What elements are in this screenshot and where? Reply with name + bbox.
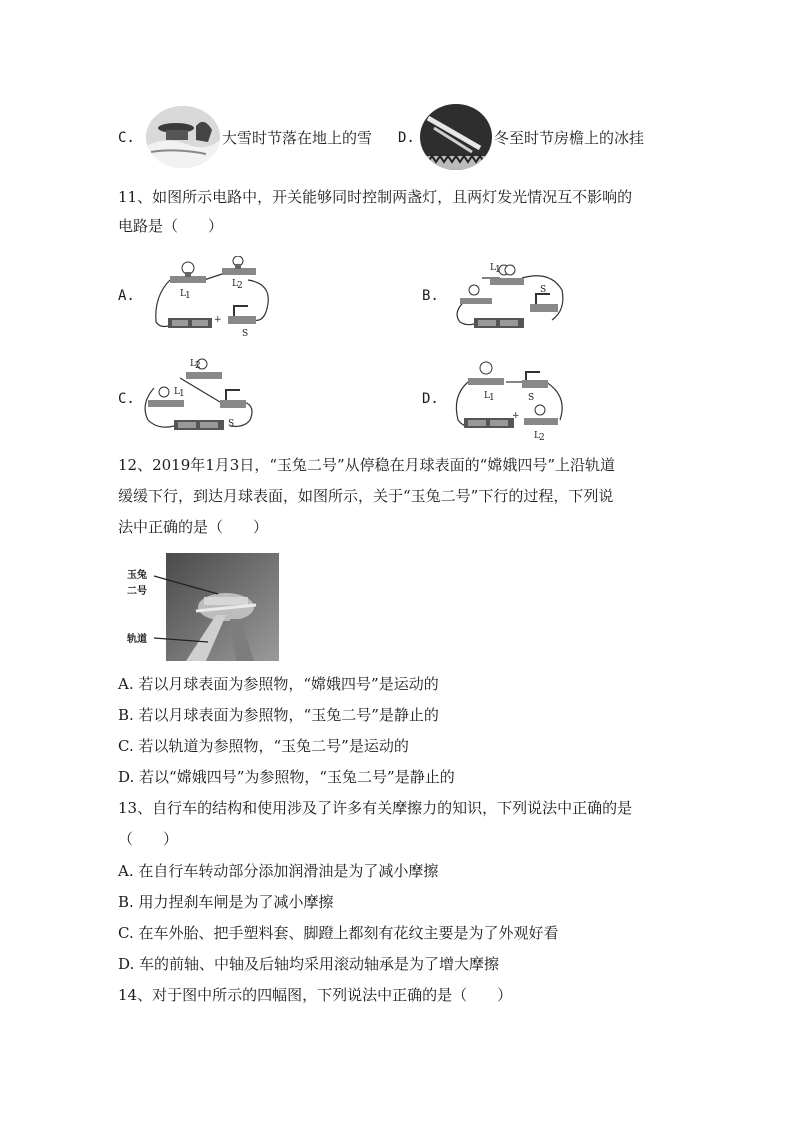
track-label: 轨道 — [127, 634, 147, 645]
circuit-a-l2-sub: 2 — [237, 281, 243, 291]
circuit-d-l2: L — [534, 431, 540, 441]
circuit-a-l1: L — [180, 289, 186, 299]
q12-stem-line3: 法中正确的是（ ） — [118, 518, 269, 536]
q10-option-d-text: 冬至时节房檐上的冰挂 — [494, 129, 645, 147]
circuit-a — [150, 256, 280, 348]
circuit-a-plus: + — [214, 315, 222, 325]
q14-stem-line1: 14、对于图中所示的四幅图，下列说法中正确的是（ ） — [118, 986, 513, 1004]
q11-option-a-label: A. — [118, 288, 135, 304]
q12-option-d: D. 若以“嫦娥四号”为参照物，“玉兔二号”是静止的 — [118, 768, 455, 786]
q10-option-c-label: C. — [118, 130, 135, 146]
circuit-b-switch-label: S — [540, 285, 547, 295]
q12-stem-line2: 缓缓下行，到达月球表面，如图所示，关于“玉兔二号”下行的过程，下列说 — [118, 487, 614, 505]
icicle-photo — [420, 104, 492, 170]
circuit-b-l1: L — [490, 263, 496, 273]
q10-option-d-label: D. — [398, 130, 415, 146]
snow-photo-image — [146, 106, 220, 168]
circuit-c-diagram — [140, 356, 266, 436]
circuit-d-switch-label: S — [528, 393, 535, 403]
photo-leader-lines — [150, 560, 230, 650]
yutu-label-line2: 二号 — [127, 586, 147, 597]
circuit-c-l2: L — [190, 359, 196, 369]
circuit-c — [140, 356, 266, 440]
q12-option-b: B. 若以月球表面为参照物，“玉兔二号”是静止的 — [118, 706, 439, 724]
circuit-b-diagram — [452, 260, 572, 336]
circuit-d-l2-sub: 2 — [539, 433, 545, 443]
q13-stem-line2: （ ） — [118, 830, 179, 848]
q13-option-b: B. 用力捏刹车闸是为了减小摩擦 — [118, 893, 334, 911]
q11-stem-line2: 电路是（ ） — [118, 217, 224, 235]
icicle-photo-image — [420, 104, 492, 170]
q13-option-c: C. 在车外胎、把手塑料套、脚蹬上都刻有花纹主要是为了外观好看 — [118, 924, 559, 942]
q13-option-a: A. 在自行车转动部分添加润滑油是为了减小摩擦 — [118, 862, 439, 880]
q12-stem-line1: 12、2019年1月3日，“玉兔二号”从停稳在月球表面的“嫦娥四号”上沿轨道 — [118, 456, 616, 474]
circuit-c-l1: L — [174, 387, 180, 397]
circuit-b-l1-sub: 1 — [495, 265, 501, 275]
q11-option-b-label: B. — [422, 288, 439, 304]
yutu-label-line1: 玉兔 — [127, 570, 147, 581]
q11-stem-line1: 11、如图所示电路中，开关能够同时控制两盏灯，且两灯发光情况互不影响的 — [118, 188, 633, 206]
circuit-b — [452, 260, 572, 340]
circuit-a-l2: L — [232, 279, 238, 289]
q11-option-d-label: D. — [422, 391, 439, 407]
circuit-d-l1-sub: 1 — [489, 393, 495, 403]
q13-option-d: D. 车的前轴、中轴及后轴均采用滚动轴承是为了增大摩擦 — [118, 955, 500, 973]
circuit-c-l1-sub: 1 — [179, 389, 185, 399]
snow-photo — [146, 106, 220, 168]
q12-option-c: C. 若以轨道为参照物，“玉兔二号”是运动的 — [118, 737, 409, 755]
circuit-c-switch-label: S — [228, 419, 235, 429]
q13-stem-line1: 13、自行车的结构和使用涉及了许多有关摩擦力的知识，下列说法中正确的是 — [118, 799, 633, 817]
circuit-a-l1-sub: 1 — [185, 291, 191, 301]
circuit-c-l2-sub: 2 — [195, 361, 201, 371]
circuit-d-plus: + — [512, 411, 520, 421]
q10-option-c-text: 大雪时节落在地上的雪 — [222, 129, 373, 147]
circuit-a-switch-label: S — [242, 329, 249, 339]
circuit-d-diagram — [450, 356, 570, 444]
circuit-d — [450, 356, 570, 448]
q12-option-a: A. 若以月球表面为参照物，“嫦娥四号”是运动的 — [118, 675, 439, 693]
circuit-a-diagram — [150, 256, 280, 344]
q11-option-c-label: C. — [118, 391, 135, 407]
circuit-d-l1: L — [484, 391, 490, 401]
